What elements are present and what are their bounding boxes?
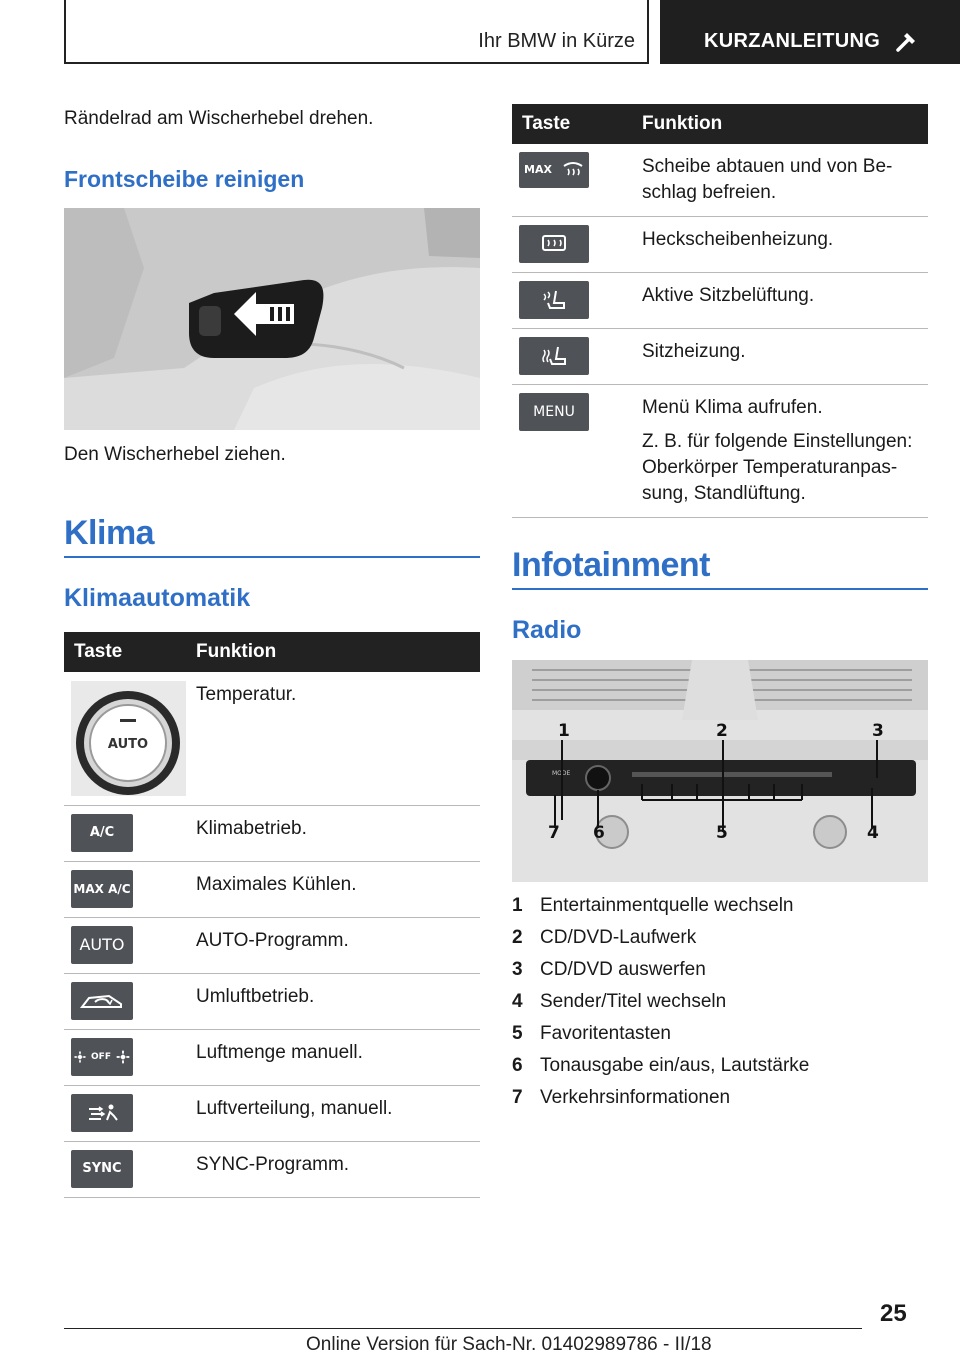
menu-button-icon: MENU [519,393,589,431]
table-row [64,1086,480,1142]
max-defrost-label: MAX [524,163,552,176]
fan-icon [73,1050,87,1064]
row-function-text: Temperatur. [186,672,480,806]
infotainment-heading: Infotainment [512,546,710,584]
callout-3: 3 [872,721,884,741]
callout-5: 5 [716,823,728,843]
section-tab [64,0,649,64]
row-function-text: SYNC-Programm. [186,1142,480,1198]
ac-button-icon: A/C [71,814,133,852]
row-function-text: Klimabetrieb. [186,806,480,862]
table-row [512,273,928,329]
row-function-text: Luftmenge manuell. [186,1030,480,1086]
callout-7: 7 [548,823,560,843]
climate-table-continued [512,104,928,518]
radio-legend [512,890,809,1114]
row-function-text: AUTO-Programm. [186,918,480,974]
sync-button-icon: SYNC [71,1150,133,1188]
callout-4: 4 [867,823,879,843]
seat-ventilation-icon [519,281,589,319]
section-title: Ihr BMW in Kürze [478,30,635,52]
table-row [512,385,928,518]
radio-heading: Radio [512,616,582,644]
column-header-function: Funktion [632,104,928,144]
footer-text: Online Version für Sach-Nr. 01402989786 - II/18 [306,1334,712,1355]
list-item: 7 Verkehrsinformationen [512,1087,731,1108]
rear-window-heating-icon [519,225,589,263]
list-item: 1 Entertainmentquelle wechseln [512,895,794,916]
list-item: 5 Favoritentasten [512,1023,671,1044]
callout-6: 6 [593,823,605,843]
callout-2: 2 [716,721,728,741]
footer-rule [64,1328,862,1329]
seat-heating-icon [519,337,589,375]
wiper-lever-photo [64,208,480,430]
column-header-function: Funktion [186,632,480,672]
table-row [64,974,480,1030]
radio-panel-photo [512,660,928,882]
chapter-tab [660,0,960,64]
page-number: 25 [880,1300,907,1327]
mode-button-label: MODE [552,770,571,777]
recirculation-icon [71,982,133,1020]
row-function-text: Scheibe abtauen und von Be-schlag befreien. [632,144,928,217]
auto-button-icon: AUTO [71,926,133,964]
table-row [64,862,480,918]
row-function-text: Aktive Sitzbelüftung. [632,273,928,329]
table-row [64,806,480,862]
row-function-text: Maximales Kühlen. [186,862,480,918]
table-row [512,144,928,217]
row-function-text: Umluftbetrieb. [186,974,480,1030]
table-row [64,918,480,974]
climate-table [64,632,480,1198]
row-function-note: Z. B. für folgende Einstellungen: Oberkörper Temperaturanpas-sung, Standlüftung. [642,431,913,504]
wrench-icon [894,28,920,54]
climate-rule [64,556,480,558]
fan-speed-icon [71,1038,133,1076]
climate-heading: Klima [64,514,155,552]
table-row [64,672,480,806]
temperature-knob-label: AUTO [107,737,149,752]
column-header-button: Taste [64,632,186,672]
max-defrost-icon [519,152,589,188]
infotainment-rule [512,588,928,590]
table-row [512,217,928,273]
table-row [512,329,928,385]
row-function-text: Luftverteilung, manuell. [186,1086,480,1142]
row-function-text: Menü Klima aufrufen. [642,397,823,418]
list-item: 3 CD/DVD auswerfen [512,959,706,980]
wash-heading: Frontscheibe reinigen [64,166,305,192]
column-header-button: Taste [512,104,632,144]
callout-1: 1 [558,721,570,741]
row-function-text: Sitzheizung. [632,329,928,385]
list-item: 2 CD/DVD-Laufwerk [512,927,697,948]
list-item: 6 Tonausgabe ein/aus, Lautstärke [512,1055,810,1076]
max-ac-button-icon: MAX A/C [71,870,133,908]
windshield-defrost-icon [562,160,584,180]
air-distribution-icon [71,1094,133,1132]
table-row [64,1142,480,1198]
table-row [64,1030,480,1086]
intro-text: Rändelrad am Wischerhebel drehen. [64,108,374,129]
chapter-title: KURZANLEITUNG [704,30,881,52]
list-item: 4 Sender/Titel wechseln [512,991,727,1012]
auto-climate-heading: Klimaautomatik [64,584,251,612]
fan-icon [115,1049,131,1065]
fan-off-label: OFF [91,1052,111,1062]
temperature-knob-icon [71,681,186,796]
wash-text: Den Wischerhebel ziehen. [64,444,286,465]
row-function-text: Heckscheibenheizung. [632,217,928,273]
